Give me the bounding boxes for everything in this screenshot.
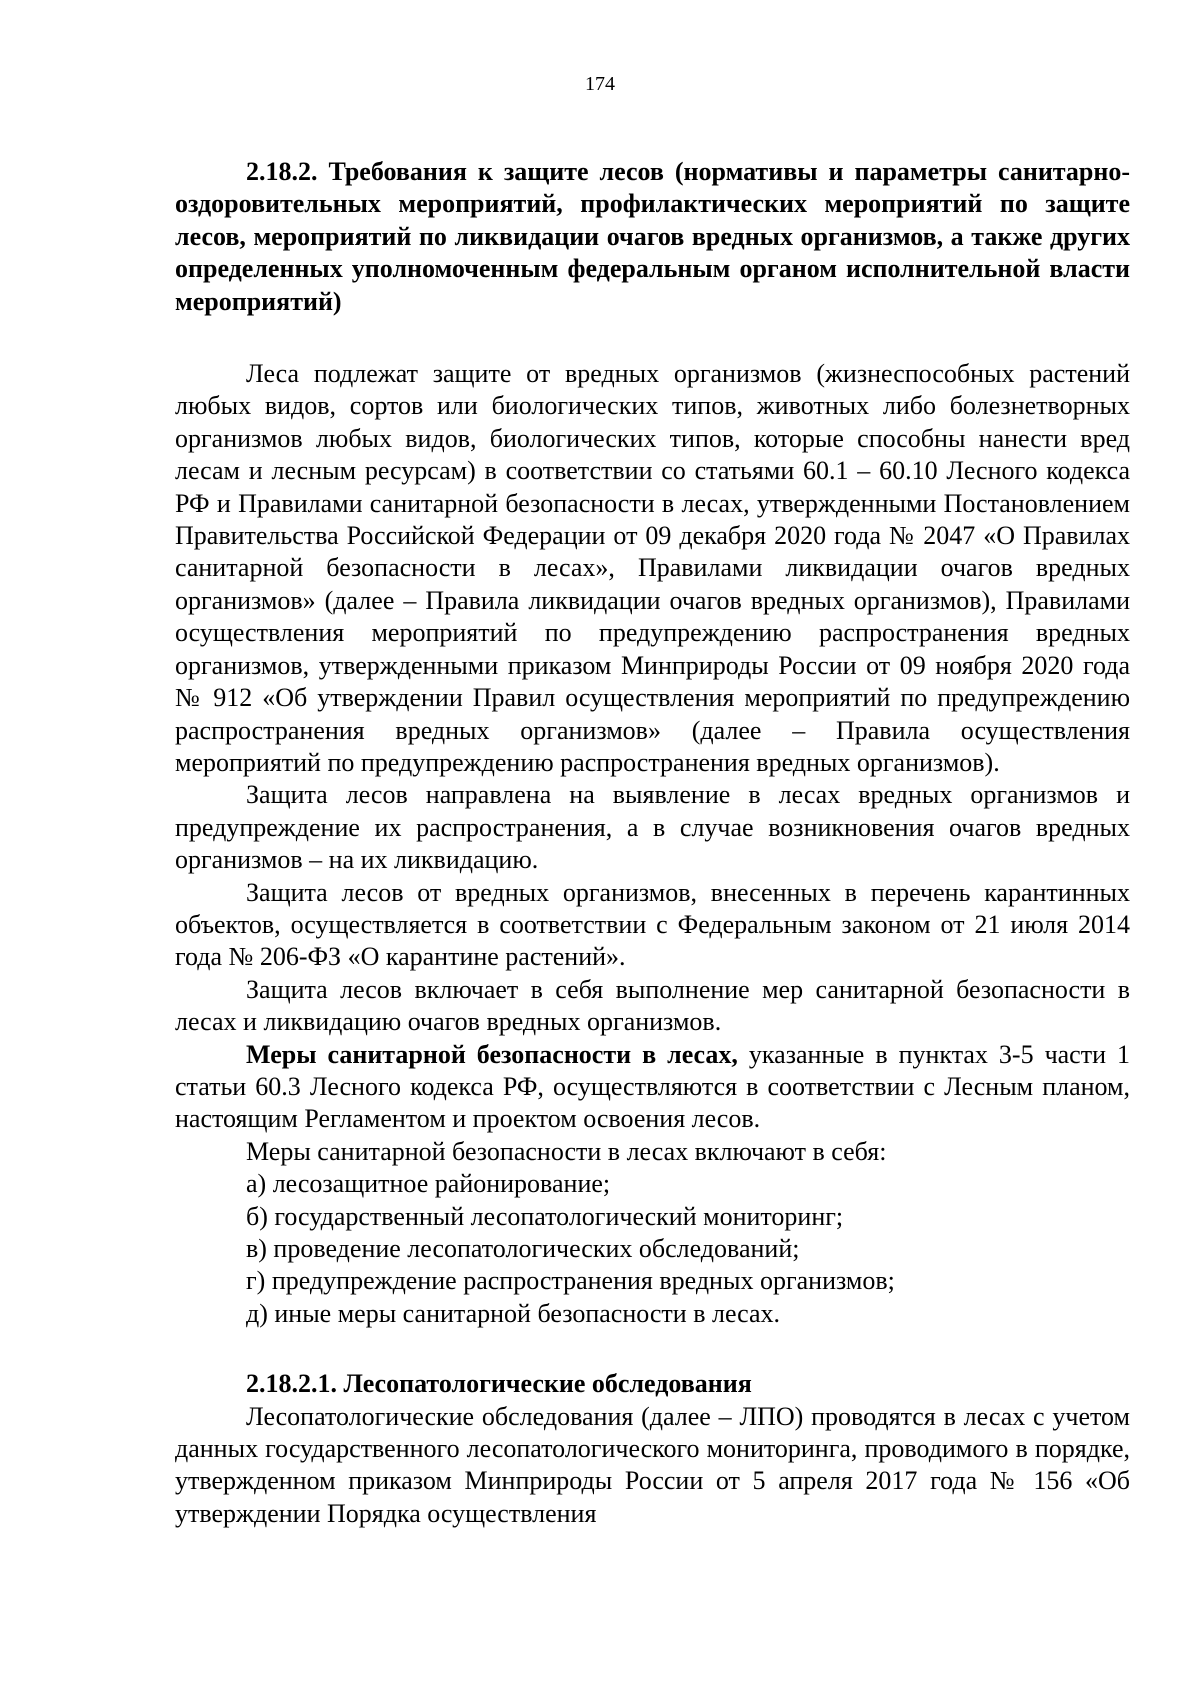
sanitary-measures-bold-lead: Меры санитарной безопасности в лесах, xyxy=(246,1039,738,1069)
spacer xyxy=(175,1330,1130,1368)
page-number: 174 xyxy=(585,73,615,95)
paragraph-lpo: Лесопатологические обследования (далее – ЛПО) проводятся в лесах с учетом данных государственного лесопатологического мониторинга, проводимого в порядке, утвержденном приказом Минприроды России от 5 апреля 2017 года № 156 «Об утверждении Порядка осуществления xyxy=(175,1401,1130,1528)
paragraph-quarantine: Защита лесов от вредных организмов, внесенных в перечень карантинных объектов, осуществляется в соответствии с Федеральным законом от 21 июля 2014 года № 206-ФЗ «О карантине растений». xyxy=(175,877,1130,972)
paragraph-sanitary-measures xyxy=(175,1039,1130,1136)
list-item: г) предупреждение распространения вредных организмов; xyxy=(246,1266,895,1296)
list-item: а) лесозащитное районирование; xyxy=(246,1169,611,1199)
paragraph-protection-includes: Защита лесов включает в себя выполнение мер санитарной безопасности в лесах и ликвидацию очагов вредных организмов. xyxy=(175,974,1130,1037)
paragraph-forest-protection: Леса подлежат защите от вредных организмов (жизнеспособных растений любых видов, сортов или биологических типов, животных либо болезнетворных организмов любых видов, биологических типов, которые способны нанести вред лесам и лесным ресурсам) в соответствии со статьями 60.1 – 60.10 Лесного кодекса РФ и Правилами санитарной безопасности в лесах, утвержденными Постановлением Правительства Российской Федерации от 09 декабря 2020 года № 2047 «О Правилах санитарной безопасности в лесах», Правилами ликвидации очагов вредных организмов» (далее – Правила ликвидации очагов вредных организмов), Правилами осуществления мероприятий по предупреждению распространения вредных организмов, утвержденными приказом Минприроды России от 09 ноября 2020 года № 912 «Об утверждении Правил осуществления мероприятий по предупреждению распространения вредных организмов» (далее – Правила осуществления мероприятий по предупреждению распространения вредных организмов). xyxy=(175,359,1130,777)
list-item: б) государственный лесопатологический мониторинг; xyxy=(246,1201,844,1231)
list-intro: Меры санитарной безопасности в лесах включают в себя: xyxy=(246,1136,887,1166)
list-item: д) иные меры санитарной безопасности в лесах. xyxy=(246,1298,781,1328)
list-item: в) проведение лесопатологических обследований; xyxy=(246,1234,800,1263)
spacer xyxy=(175,318,1130,358)
section-heading: 2.18.2. Требования к защите лесов (нормативы и параметры санитарно-оздоровительных мероприятий, профилактических мероприятий по защите лесов, мероприятий по ликвидации очагов вредных организмов, а также других определенных уполномоченным федеральным органом исполнительной власти мероприятий) xyxy=(175,157,1130,316)
subsection-heading: 2.18.2.1. Лесопатологические обследования xyxy=(246,1369,752,1399)
document-body xyxy=(175,156,1130,1530)
sanitary-measures-text: указанные в пунктах 3-5 части 1 статьи 60.3 Лесного кодекса РФ, осуществляются в соответствии с Лесным планом, настоящим Регламентом и проектом освоения лесов. xyxy=(175,1039,1130,1134)
paragraph-protection-direction: Защита лесов направлена на выявление в лесах вредных организмов и предупреждение их распространения, а в случае возникновения очагов вредных организмов – на их ликвидацию. xyxy=(175,780,1130,875)
